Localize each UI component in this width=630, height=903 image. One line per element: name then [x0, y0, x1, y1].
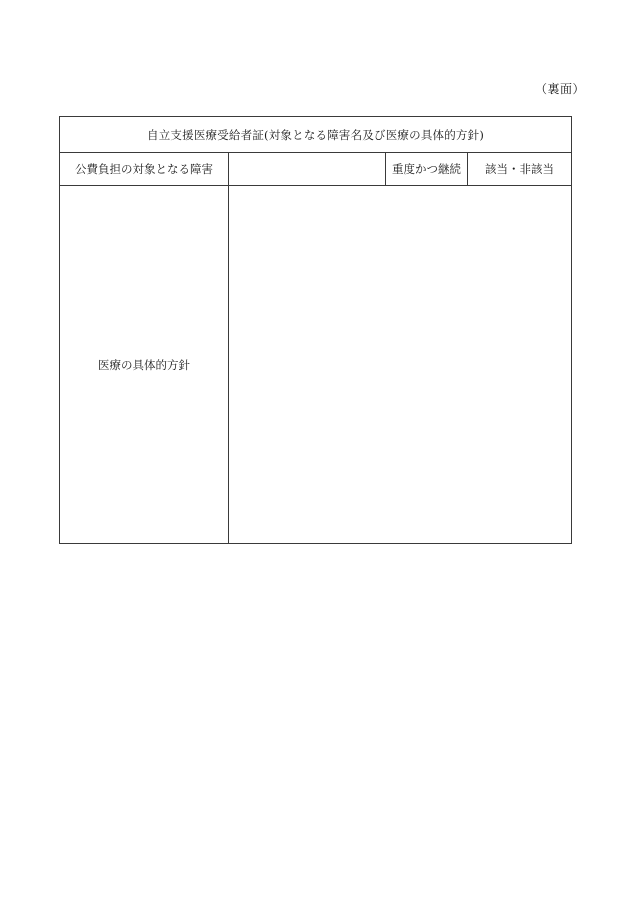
severe-continuous-value: 該当・非該当	[468, 153, 572, 186]
disability-value-field[interactable]	[229, 153, 386, 186]
disability-row	[60, 153, 572, 186]
treatment-plan-field[interactable]	[229, 186, 572, 544]
page-side-label: （裏面）	[534, 82, 585, 96]
severe-continuous-label: 重度かつ継続	[386, 153, 468, 186]
title-row	[60, 117, 572, 153]
treatment-plan-label: 医療の具体的方針	[60, 186, 229, 544]
certificate-table	[59, 116, 572, 544]
certificate-title: 自立支援医療受給者証(対象となる障害名及び医療の具体的方針)	[60, 117, 572, 153]
disability-label: 公費負担の対象となる障害	[60, 153, 229, 186]
treatment-plan-row	[60, 186, 572, 544]
